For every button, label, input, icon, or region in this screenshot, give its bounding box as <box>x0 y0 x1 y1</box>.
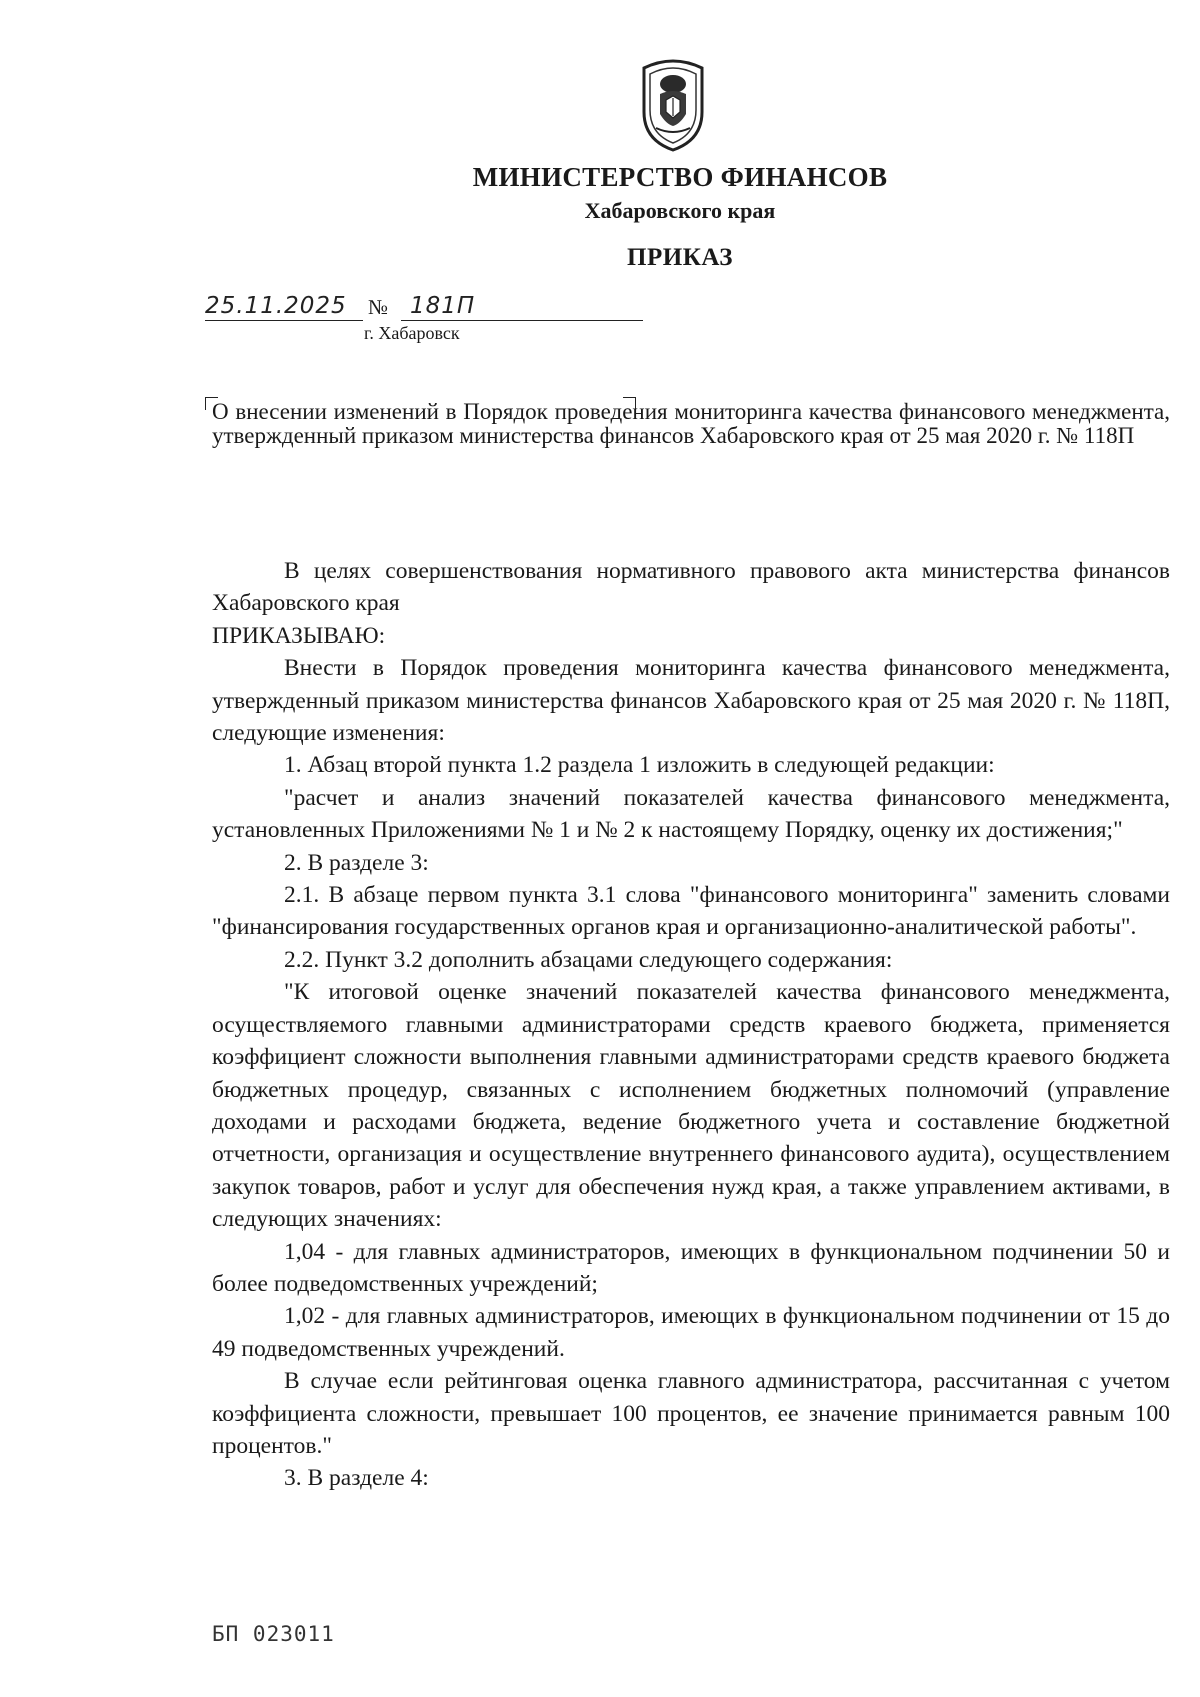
number-underline <box>401 320 643 321</box>
document-type: ПРИКАЗ <box>627 244 733 271</box>
body-paragraph: Внести в Порядок проведения мониторинга качества финансового менеджмента, утвержденный приказом министерства финансов Хабаровского края от 25 мая 2020 г. № 118П, следующие изменения: <box>212 655 1170 747</box>
number-label: № <box>368 295 389 319</box>
ministry-title: МИНИСТЕРСТВО ФИНАНСОВ <box>472 162 888 192</box>
order-subject: О внесении изменений в Порядок проведения мониторинга качества финансового менеджмента, утвержденный приказом министерства финансов Хабаровского края от 25 мая 2020 г. № 118П <box>212 399 1170 448</box>
body-paragraph: В целях совершенствования нормативного правового акта министерства финансов Хабаровского края <box>212 558 1170 617</box>
body-paragraph: ПРИКАЗЫВАЮ: <box>212 622 386 649</box>
date-underline <box>205 320 363 321</box>
body-paragraph: 1,04 - для главных администраторов, имеющих в функциональном подчинении 50 и более подведомственных учреждений; <box>212 1238 1170 1297</box>
order-date: 25.11.2025 <box>205 293 347 319</box>
ministry-region: Хабаровского края <box>584 198 776 223</box>
body-paragraph: "К итоговой оценке значений показателей качества финансового менеджмента, осуществляемого главными администраторами средств краевого бюджета, применяется коэффициент сложности выполнения главными администраторами средств краевого бюджета бюджетных процедур, связанных с исполнением бюджетных полномочий (управление доходами и расходами бюджета, ведение бюджетного учета и составление бюджетной отчетности, организация и осуществление внутреннего финансового аудита), осуществлением закупок товаров, работ и услуг для обеспечения нужд края, а также управлением активами, в следующих значениях: <box>212 979 1170 1233</box>
body-paragraph: 1,02 - для главных администраторов, имеющих в функциональном подчинении от 15 до 49 подведомственных учреждений. <box>212 1303 1170 1362</box>
body-paragraph: 3. В разделе 4: <box>284 1465 429 1492</box>
form-code: БП 023011 <box>212 1622 335 1646</box>
coat-of-arms-icon <box>636 50 710 154</box>
registration-line <box>205 293 645 323</box>
body-paragraph: "расчет и анализ значений показателей качества финансового менеджмента, установленных Приложениями № 1 и № 2 к настоящему Порядку, оценку их достижения;" <box>212 784 1170 844</box>
body-paragraph: 2.2. Пункт 3.2 дополнить абзацами следующего содержания: <box>284 946 893 973</box>
issue-city: г. Хабаровск <box>364 323 460 343</box>
body-paragraph: 2. В разделе 3: <box>284 849 429 876</box>
body-paragraph: В случае если рейтинговая оценка главного администратора, рассчитанная с учетом коэффициента сложности, превышает 100 процентов, ее значение принимается равным 100 процентов." <box>212 1368 1170 1459</box>
body-paragraph: 2.1. В абзаце первом пункта 3.1 слова "финансового мониторинга" заменить словами "финансирования государственных органов края и организационно-аналитической работы". <box>212 882 1170 941</box>
body-paragraph: 1. Абзац второй пункта 1.2 раздела 1 изложить в следующей редакции: <box>284 752 995 779</box>
order-body <box>212 555 1170 1495</box>
order-number: 181П <box>410 293 476 319</box>
